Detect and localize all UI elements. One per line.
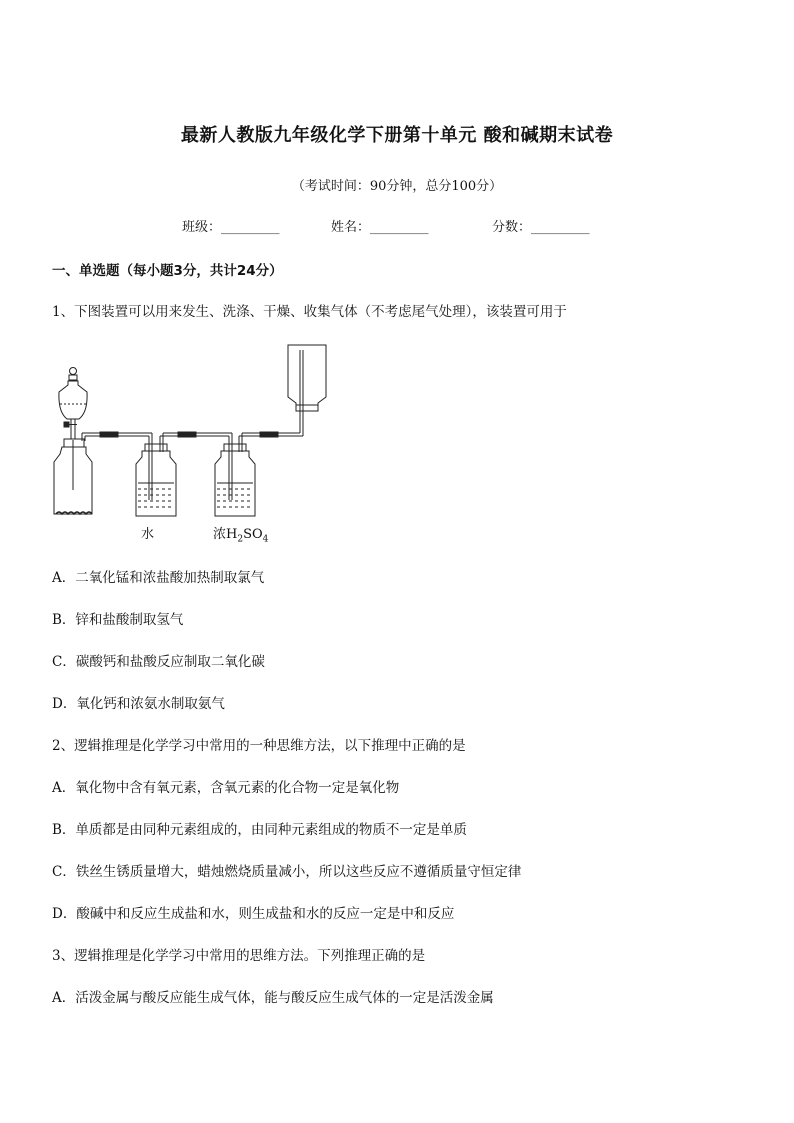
apparatus-drawing [48,340,338,545]
label-water: 水 [141,527,155,542]
q1-option-a: A．二氧化锰和浓盐酸加热制取氯气 [52,570,265,586]
separatory-funnel [59,368,87,441]
collecting-bottle [288,345,326,411]
wash-bottle-acid [215,433,255,516]
question-3-stem: 3、逻辑推理是化学学习中常用的思维方法。下列推理正确的是 [52,948,426,964]
q2-option-c: C．铁丝生锈质量增大，蜡烛燃烧质量减小，所以这些反应不遵循质量守恒定律 [52,864,522,880]
q2-option-d: D．酸碱中和反应生成盐和水，则生成盐和水的反应一定是中和反应 [52,906,455,922]
name-field: 姓名：_________ [331,220,429,235]
section-heading-single-choice: 一、单选题（每小题3分，共计24分） [52,263,283,279]
tube-2 [160,432,232,437]
q2-option-a: A．氧化物中含有氧元素，含氧元素的化合物一定是氧化物 [52,780,400,796]
gas-apparatus-figure [48,340,338,549]
question-2-stem: 2、逻辑推理是化学学习中常用的一种思维方法，以下推理中正确的是 [52,738,466,754]
score-field: 分数：_________ [492,220,590,235]
question-1-stem: 1、下图装置可以用来发生、洗涤、干燥、收集气体（不考虑尾气处理），该装置可用于 [52,304,567,320]
tube-3 [239,350,303,437]
class-field: 班级：_________ [182,220,280,235]
q2-option-b: B．单质都是由同种元素组成的，由同种元素组成的物质不一定是单质 [52,822,467,838]
q1-option-b: B．锌和盐酸制取氢气 [52,612,184,628]
exam-subtitle: （考试时间：90分钟，总分100分） [291,179,503,194]
q1-option-d: D．氧化钙和浓氨水制取氨气 [52,696,225,712]
generator-bottle [54,433,92,514]
exam-title: 最新人教版九年级化学下册第十单元 酸和碱期末试卷 [180,125,614,146]
wash-bottle-water [136,433,176,516]
label-conc-sulfuric-acid: 浓$H_2SO_4$ [213,527,269,545]
q3-option-a: A．活泼金属与酸反应能生成气体，能与酸反应生成气体的一定是活泼金属 [52,990,494,1006]
q1-option-c: C．碳酸钙和盐酸反应制取二氧化碳 [52,654,265,670]
